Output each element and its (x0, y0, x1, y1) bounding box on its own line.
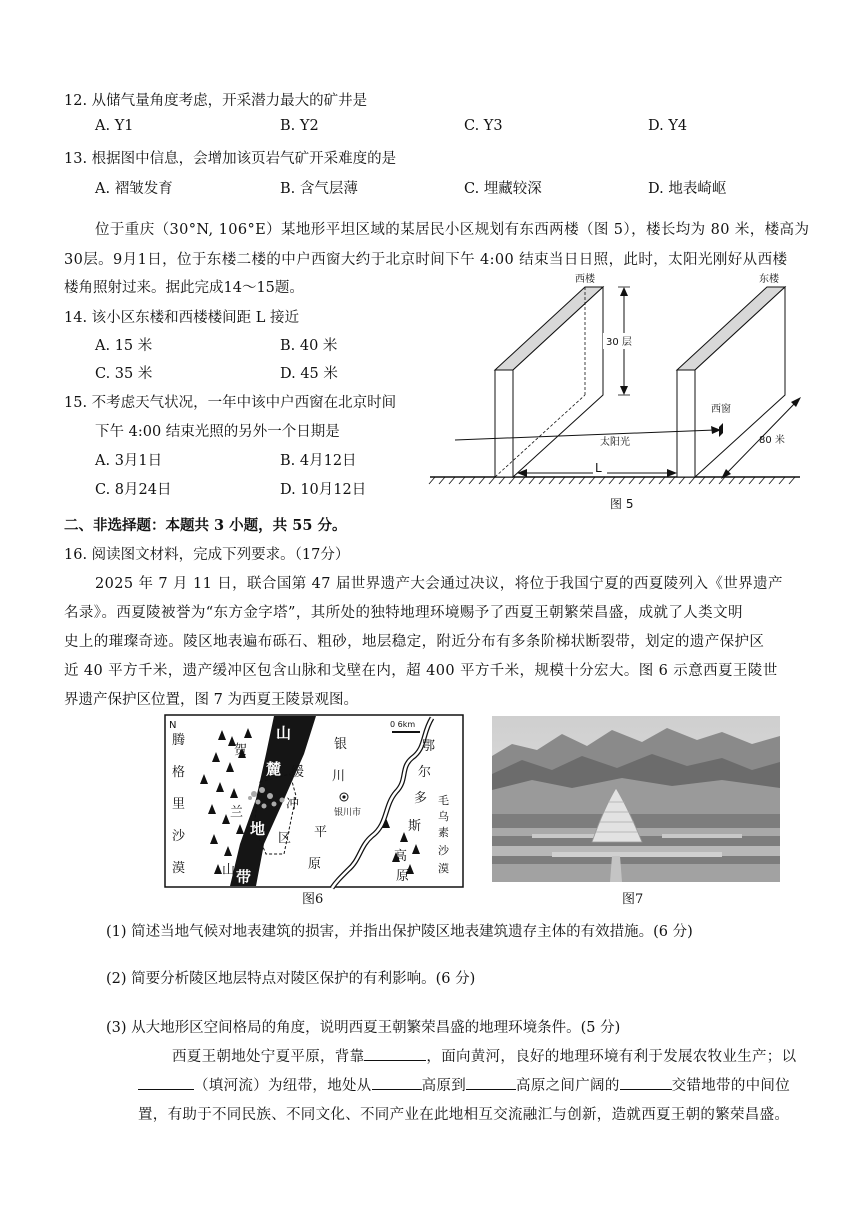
q12-option-a[interactable]: A. Y1 (95, 118, 134, 134)
q14-stem: 14. 该小区东楼和西楼楼间距 L 接近 (64, 310, 300, 326)
q16-para-line2: 名录》。西夏陵被誉为“东方金字塔”，其所处的独特地理环境赐予了西夏王朝繁荣昌盛，成就了人类文明 (64, 605, 743, 621)
q16-fill-line1 (172, 1045, 796, 1066)
plain-char-1: 银 (334, 737, 348, 752)
figure-7-caption: 图7 (622, 892, 644, 907)
q13-stem: 13. 根据图中信息，会增加该页岩气矿开采难度的是 (64, 151, 397, 167)
blank-river[interactable] (138, 1075, 194, 1090)
figure-6-map (164, 714, 464, 890)
tengger-char-4: 沙 (172, 829, 186, 844)
maowusu-char-3: 素 (438, 826, 449, 839)
q16-para-line3: 史上的璀璨奇迹。陵区地表遍布砾石、粗砂，地层稳定，附近分布有多条阶梯状断裂带，划定的遗产保护区 (64, 634, 765, 650)
figure-6-caption: 图6 (302, 892, 324, 907)
q16-sub3: (3) 从大地形区空间格局的角度，说明西夏王朝繁荣昌盛的地理环境条件。(5 分) (106, 1020, 621, 1036)
length-label: 80 米 (759, 435, 785, 446)
fill-text-f: 交错地带的中间位 (671, 1078, 791, 1094)
foothill-char-3: 地 (250, 820, 266, 838)
tengger-char-1: 腾 (172, 733, 186, 748)
figure-7-photo (492, 716, 780, 882)
q12-option-c[interactable]: C. Y3 (464, 118, 503, 134)
plain-char-4: 原 (308, 857, 322, 872)
q13-option-b[interactable]: B. 含气层薄 (280, 181, 358, 197)
yinchuan-city-label: 银川市 (334, 808, 362, 818)
q14-option-d[interactable]: D. 45 米 (280, 366, 338, 382)
buffer-char-3: 区 (278, 831, 292, 846)
fill-text-e: 高原之间广阔的 (516, 1078, 620, 1094)
q15-option-c[interactable]: C. 8月24日 (95, 482, 172, 498)
q16-stem: 16. 阅读图文材料，完成下列要求。（17分） (64, 547, 350, 563)
buffer-char-2: 冲 (286, 797, 300, 812)
helan-char-3: 山 (222, 863, 236, 878)
figure-5-caption: 图 5 (610, 497, 634, 511)
q16-sub2: (2) 简要分析陵区地层特点对陵区保护的有利影响。(6 分) (106, 971, 476, 987)
q16-fill-line2 (138, 1074, 790, 1095)
foothill-char-4: 带 (236, 868, 252, 886)
tengger-char-5: 漠 (172, 861, 186, 876)
blank-zone[interactable] (620, 1075, 672, 1090)
maowusu-char-2: 乌 (438, 810, 449, 823)
intro14-line2: 30层。9月1日，位于东楼二楼的中户西窗大约于北京时间下午 4:00 结束当日日照，此时，太阳光刚好从西楼 (64, 252, 788, 268)
east-building (677, 287, 785, 477)
q15-stem-line1: 15. 不考虑天气状况，一年中该中户西窗在北京时间 (64, 395, 397, 411)
q16-para-line4: 近 40 平方千米，遗产缓冲区包含山脉和戈壁在内，超 400 平方千米，规模十分宏大。图 6 示意西夏王陵世 (64, 663, 778, 679)
blank-plateau-1[interactable] (372, 1075, 422, 1090)
fill-text-a: 西夏王朝地处宁夏平原，背靠 (172, 1049, 365, 1065)
blank-mountain[interactable] (364, 1046, 426, 1061)
maowusu-char-5: 漠 (438, 862, 449, 875)
ordos-char-5: 高 (394, 849, 408, 864)
q15-option-b[interactable]: B. 4月12日 (280, 453, 357, 469)
foothill-char-2: 麓 (266, 760, 282, 778)
q15-option-a[interactable]: A. 3月1日 (95, 453, 163, 469)
ordos-char-1: 鄂 (422, 739, 436, 754)
helan-char-2: 兰 (230, 805, 244, 820)
intro14-line3: 楼角照射过来。据此完成14～15题。 (64, 280, 304, 296)
q15-option-d[interactable]: D. 10月12日 (280, 482, 367, 498)
q12-option-b[interactable]: B. Y2 (280, 118, 319, 134)
tengger-char-3: 里 (172, 797, 186, 812)
intro14-line1: 位于重庆（30°N, 106°E）某地形平坦区域的某居民小区规划有东西两楼（图 5），楼长均为 80 米，楼高为 (95, 222, 810, 238)
gap-label: L (595, 461, 602, 475)
sunlight-label: 太阳光 (600, 437, 630, 448)
q13-option-c[interactable]: C. 埋藏较深 (464, 181, 542, 197)
ordos-char-3: 多 (414, 791, 428, 806)
fill-text-d: 高原到 (421, 1078, 467, 1094)
q12-option-d[interactable]: D. Y4 (648, 118, 688, 134)
east-building-label: 东楼 (759, 274, 779, 285)
window-label: 西窗 (711, 404, 731, 415)
fill-text-c: （填河流）为纽带，地处从 (194, 1078, 372, 1094)
q13-option-d[interactable]: D. 地表崎岖 (648, 181, 727, 197)
maowusu-char-4: 沙 (438, 844, 449, 857)
q13-option-a[interactable]: A. 褶皱发育 (95, 181, 173, 197)
tengger-char-2: 格 (172, 765, 186, 780)
section-2-heading: 二、非选择题：本题共 3 小题，共 55 分。 (64, 517, 347, 534)
q12-stem: 12. 从储气量角度考虑，开采潜力最大的矿井是 (64, 93, 368, 109)
fill-text-b: ，面向黄河，良好的地理环境有利于发展农牧业生产；以 (426, 1049, 797, 1065)
buffer-char-1: 缓 (291, 765, 305, 780)
q14-option-b[interactable]: B. 40 米 (280, 338, 338, 354)
west-building (495, 287, 603, 477)
ordos-char-6: 原 (396, 869, 410, 884)
helan-char-1: 贺 (234, 743, 248, 758)
figure-5-diagram (425, 265, 815, 515)
q14-option-c[interactable]: C. 35 米 (95, 366, 153, 382)
maowusu-char-1: 毛 (438, 794, 449, 807)
ordos-char-2: 尔 (418, 765, 432, 780)
svg-text:N: N (169, 720, 177, 731)
west-building-label: 西楼 (575, 274, 595, 285)
q16-fill-line3: 置，有助于不同民族、不同文化、不同产业在此地相互交流融汇与创新，造就西夏王朝的繁荣昌盛。 (138, 1107, 790, 1123)
map-scale: 0 6km (390, 720, 416, 729)
q16-sub1: (1) 简述当地气候对地表建筑的损害，并指出保护陵区地表建筑遗存主体的有效措施。(6 分) (106, 924, 693, 940)
foothill-char-1: 山 (276, 724, 292, 742)
q16-para-line1: 2025 年 7 月 11 日，联合国第 47 届世界遗产大会通过决议，将位于我国宁夏的西夏陵列入《世界遗产 (95, 576, 783, 592)
blank-plateau-2[interactable] (466, 1075, 516, 1090)
plain-char-2: 川 (332, 769, 346, 784)
height-label: 30 层 (606, 337, 632, 348)
ordos-char-4: 斯 (408, 819, 422, 834)
q14-option-a[interactable]: A. 15 米 (95, 338, 153, 354)
q15-stem-line2: 下午 4:00 结束光照的另外一个日期是 (95, 424, 340, 440)
q16-para-line5: 界遗产保护区位置，图 7 为西夏王陵景观图。 (64, 692, 358, 708)
plain-char-3: 平 (314, 825, 328, 840)
